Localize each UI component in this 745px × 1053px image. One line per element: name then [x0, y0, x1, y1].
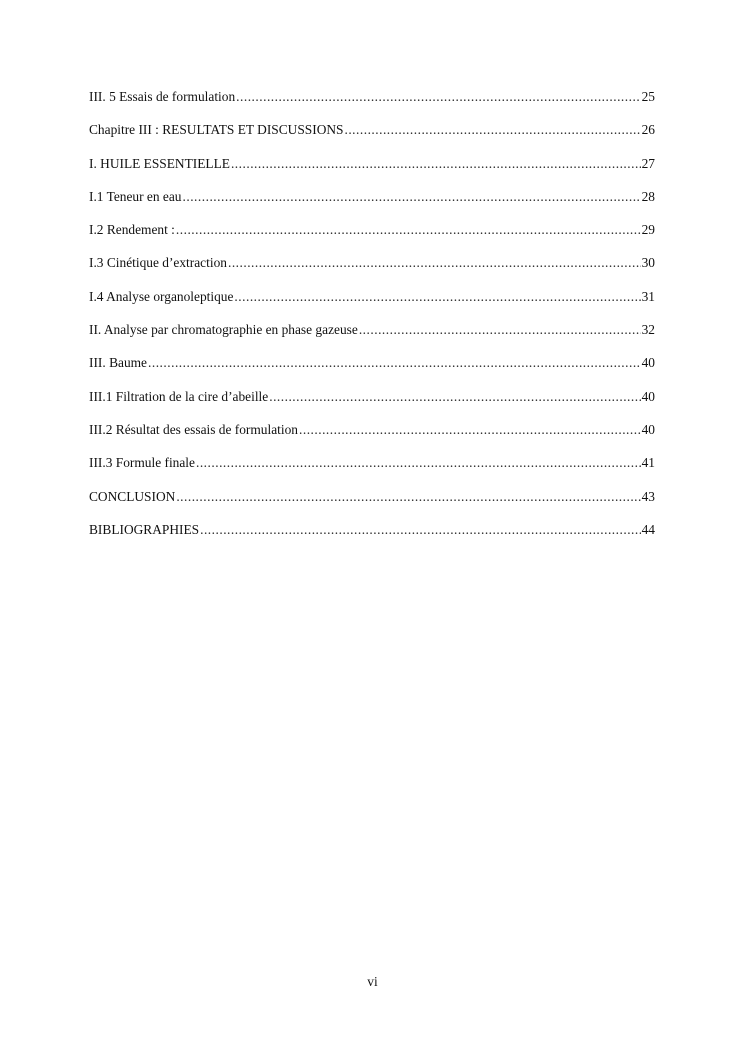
page-number: vi	[367, 974, 378, 989]
toc-entry[interactable]	[89, 155, 655, 188]
toc-dot-leader	[236, 88, 640, 106]
toc-entry-title: III.1 Filtration de la cire d’abeille	[89, 388, 269, 404]
toc-entry-title: I. HUILE ESSENTIELLE	[89, 155, 230, 171]
toc-entry[interactable]	[89, 388, 655, 421]
table-of-contents	[89, 88, 655, 554]
toc-entry-title: CONCLUSION	[89, 488, 176, 504]
toc-entry-page: 26	[641, 122, 655, 138]
toc-dot-leader	[344, 121, 640, 139]
toc-entry[interactable]	[89, 488, 655, 521]
toc-entry[interactable]	[89, 254, 655, 287]
toc-entry[interactable]	[89, 88, 655, 121]
toc-entry-page: 29	[641, 222, 655, 238]
toc-entry-title: BIBLIOGRAPHIES	[89, 521, 200, 537]
toc-entry-page: 40	[641, 421, 655, 437]
toc-entry[interactable]	[89, 221, 655, 254]
toc-entry-title: Chapitre III : RESULTATS ET DISCUSSIONS	[89, 122, 344, 138]
toc-dot-leader	[148, 354, 641, 372]
toc-entry-title: III. 5 Essais de formulation	[89, 89, 236, 104]
toc-entry-title: I.3 Cinétique d’extraction	[89, 255, 227, 271]
toc-entry-page: 43	[641, 488, 655, 504]
toc-dot-leader	[299, 421, 641, 439]
toc-entry[interactable]	[89, 521, 655, 554]
toc-entry[interactable]	[89, 288, 655, 321]
toc-entry[interactable]	[89, 121, 655, 154]
toc-entry-page: 27	[641, 155, 655, 171]
toc-dot-leader	[176, 221, 641, 239]
toc-entry[interactable]	[89, 354, 655, 387]
toc-entry-title: II. Analyse par chromatographie en phase gazeuse	[89, 322, 358, 338]
toc-entry-title: I.2 Rendement :	[89, 222, 175, 238]
toc-dot-leader	[234, 288, 640, 306]
toc-dot-leader	[228, 254, 641, 272]
toc-entry[interactable]	[89, 421, 655, 454]
toc-entry[interactable]	[89, 321, 655, 354]
toc-dot-leader	[183, 188, 641, 206]
toc-entry-title: III. Baume	[89, 355, 148, 371]
toc-entry-page: 44	[641, 521, 655, 537]
toc-entry[interactable]	[89, 454, 655, 487]
toc-dot-leader	[200, 521, 641, 539]
toc-dot-leader	[176, 488, 640, 506]
toc-entry-title: III.3 Formule finale	[89, 455, 195, 471]
toc-dot-leader	[231, 155, 641, 173]
toc-entry-page: 32	[641, 322, 655, 338]
toc-dot-leader	[196, 454, 641, 472]
toc-dot-leader	[269, 388, 640, 406]
toc-entry-page: 30	[641, 255, 655, 271]
toc-entry[interactable]	[89, 188, 655, 221]
toc-entry-title: I.1 Teneur en eau	[89, 188, 182, 204]
toc-dot-leader	[359, 321, 641, 339]
toc-entry-page: 41	[641, 455, 655, 471]
toc-entry-page: 25	[641, 89, 655, 104]
toc-entry-title: III.2 Résultat des essais de formulation	[89, 421, 298, 437]
toc-entry-page: 28	[641, 188, 655, 204]
toc-entry-page: 40	[641, 355, 655, 371]
toc-entry-page: 31	[641, 288, 655, 304]
toc-entry-title: I.4 Analyse organoleptique	[89, 288, 234, 304]
toc-entry-page: 40	[641, 388, 655, 404]
